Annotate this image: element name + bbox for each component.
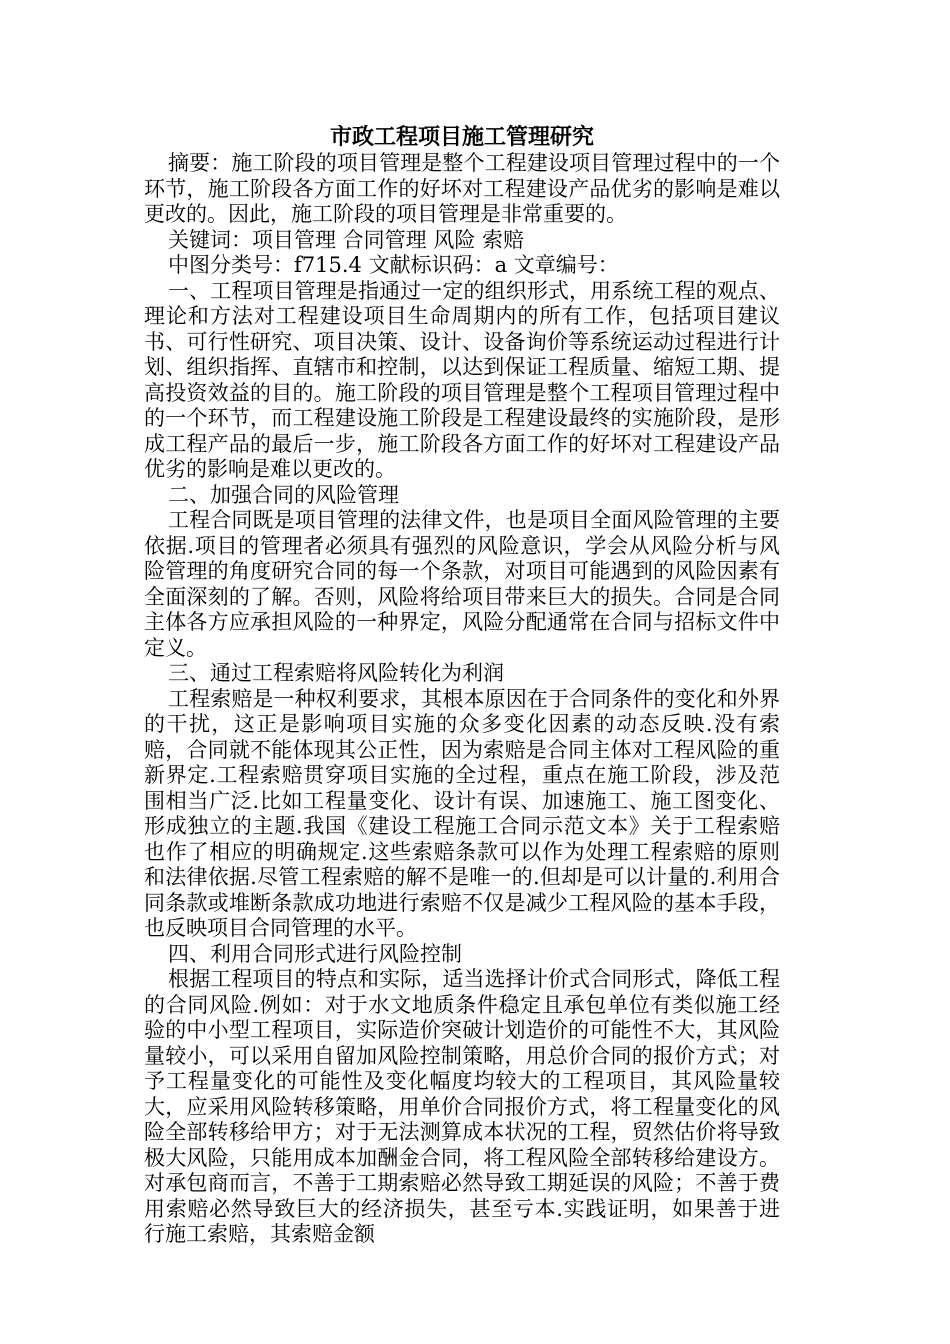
section-4-heading: 四、利用合同形式进行风险控制 [168, 941, 462, 966]
section-2-paragraph: 工程合同既是项目管理的法律文件，也是项目全面风险管理的主要依据.项目的管理者必须具有强烈的风险意识，学会从风险分析与风险管理的角度研究合同的每一个条款，对项目可能遇到的风险因素有全面深刻的了解。否则，风险将给项目带来巨大的损失。合同是合同主体各方应承担风险的一种界定，风险分配通常在合同与招标文件中定义。 [144, 508, 780, 660]
document-title: 市政工程项目施工管理研究 [329, 124, 594, 150]
classification-line: 中图分类号：f715.4 文献标识码：a 文章编号： [168, 253, 619, 277]
section-3-heading: 三、通过工程索赔将风险转化为利润 [168, 661, 504, 685]
section-1-paragraph: 一、工程项目管理是指通过一定的组织形式，用系统工程的观点、理论和方法对工程建设项目生命周期内的所有工作，包括项目建议书、可行性研究、项目决策、设计、设备询价等系统运动过程进行计划、组织指挥、直辖市和控制，以达到保证工程质量、缩短工期、提高投资效益的目的。施工阶段的项目管理是整个工程项目管理过程中的一个环节，而工程建设施工阶段是工程建设最终的实施阶段，是形成工程产品的最后一步，施工阶段各方面工作的好坏对工程建设产品优劣的影响是难以更改的。 [144, 278, 780, 481]
section-2-heading: 二、加强合同的风险管理 [168, 482, 399, 507]
section-3-paragraph: 工程索赔是一种权利要求，其根本原因在于合同条件的变化和外界的干扰，这正是影响项目实施的众多变化因素的动态反映.没有索赔，合同就不能体现其公正性，因为索赔是合同主体对工程风险的重新界定.工程索赔贯穿项目实施的全过程，重点在施工阶段，涉及范围相当广泛.比如工程量变化、设计有误、加速施工、施工图变化、形成独立的主题.我国《建设工程施工合同示范文本》关于工程索赔也作了相应的明确规定.这些索赔条款可以作为处理工程索赔的原则和法律依据.尽管工程索赔的解不是唯一的.但却是可以计量的.利用合同条款或堆断条款成功地进行索赔不仅是减少工程风险的基本手段，也反映项目合同管理的水平。 [144, 686, 780, 940]
keywords-line: 关键词：项目管理 合同管理 风险 索赔 [168, 227, 525, 252]
section-4-paragraph: 根据工程项目的特点和实际，适当选择计价式合同形式，降低工程的合同风险.例如：对于水文地质条件稳定且承包单位有类似施工经验的中小型工程项目，实际造价突破计划造价的可能性不大，其风险量较小，可以采用自留加风险控制策略，用总价合同的报价方式；对予工程量变化的可能性及变化幅度均较大的工程项目，其风险量较大，应采用风险转移策略，用单价合同报价方式，将工程量变化的风险全部转移给甲方；对于无法测算成本状况的工程，贸然估价将导致极大风险，只能用成本加酬金合同，将工程风险全部转移给建设方。对承包商而言，不善于工期索赔必然导致工期延误的风险；不善于费用索赔必然导致巨大的经济损失，甚至亏本.实践证明，如果善于进行施工索赔，其索赔金额 [144, 967, 780, 1246]
document-page [144, 124, 780, 1248]
abstract-paragraph: 摘要：施工阶段的项目管理是整个工程建设项目管理过程中的一个环节，施工阶段各方面工作的好坏对工程建设产品优劣的影响是难以更改的。因此，施工阶段的项目管理是非常重要的。 [144, 151, 780, 226]
